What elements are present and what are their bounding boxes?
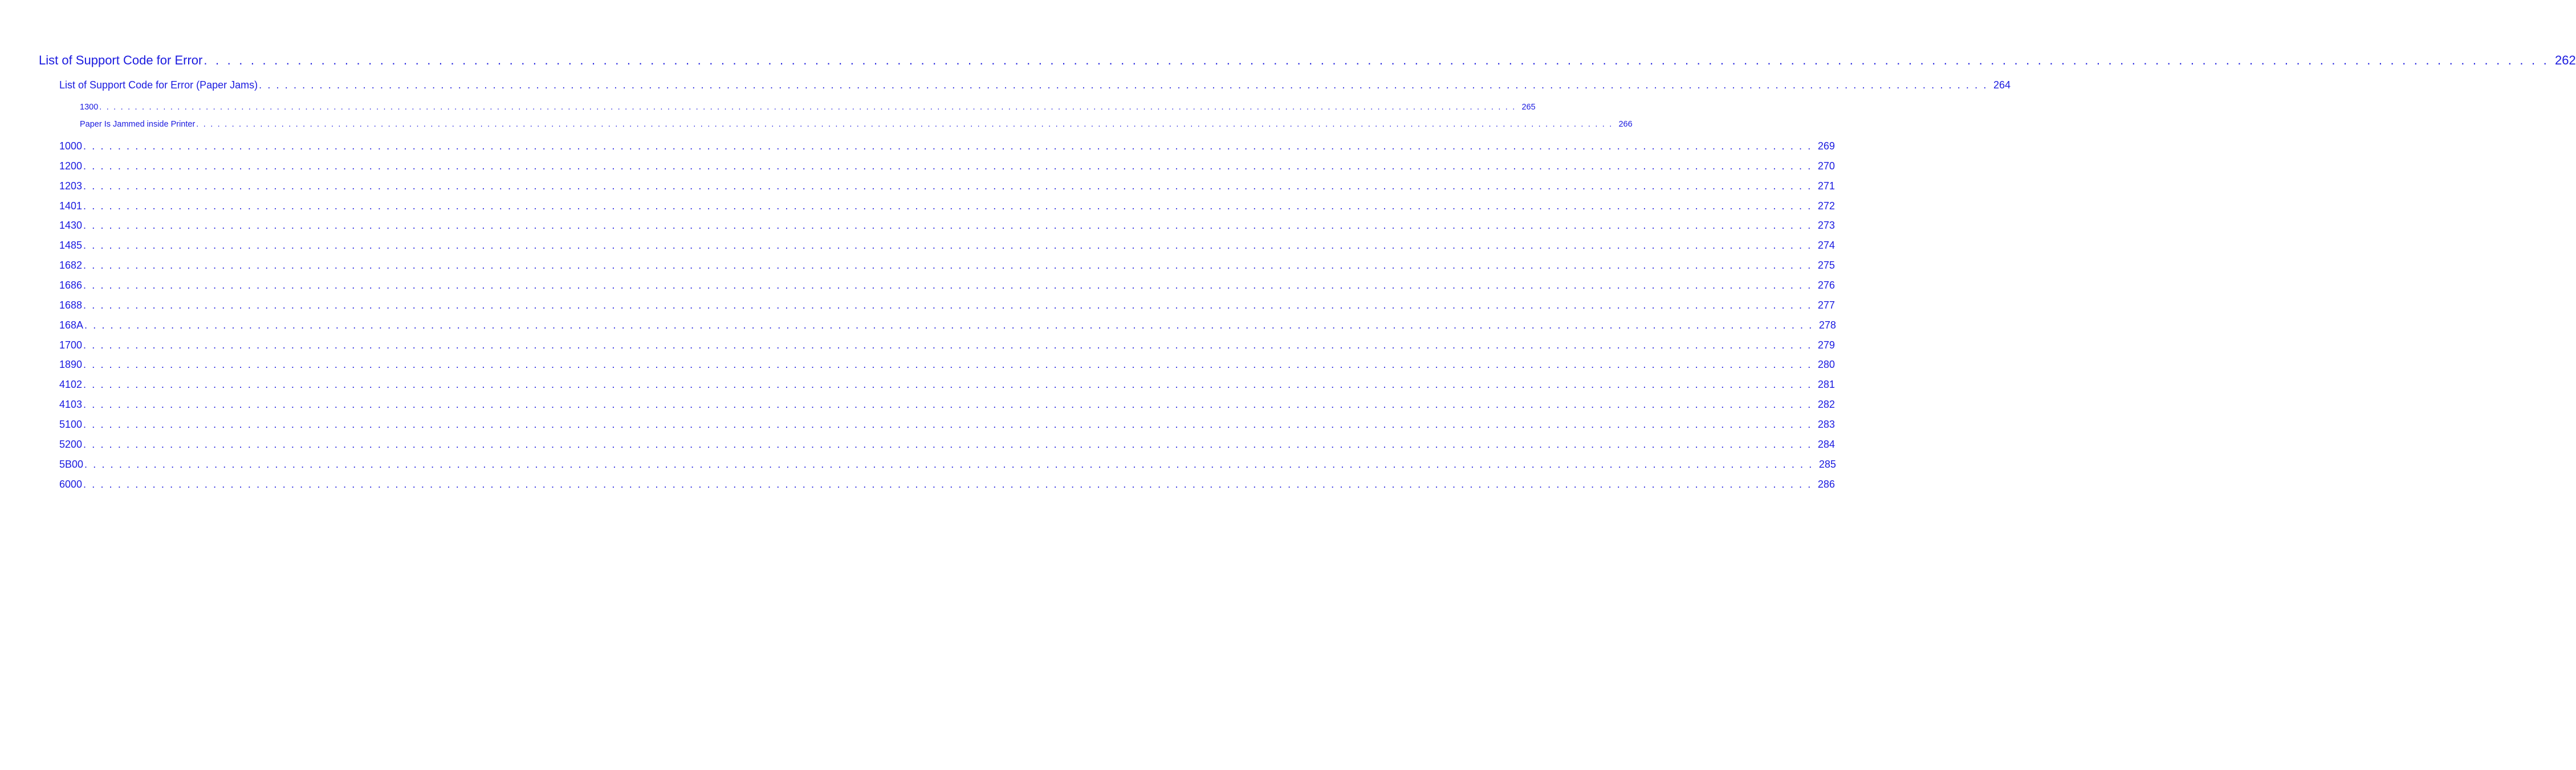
toc-entry-page: 276 [1817,279,1835,291]
toc-entry-page: 278 [1818,319,1836,331]
dot-leader: . . . . . . . . . . . . . . . . . . . . . . . . . . . . . . . . . . . . . . . . . . . . . . . . . . . . . . . . . . . . . . . . . . . . . . . . . . . . . . . . . . . . . . . . . . . . . . . . . . . . . . . . . . . . . . . . . . . . . . . . . . . . . . . . . . . . . . . . . . . . . . . . . . . . . . . . . . . . . . . . . . . . . . . . . . . . . . . . . . . . . . . . . . . . . . . . . . . . . . . . [83,180,1812,192]
toc-entry-page: 282 [1817,399,1835,410]
dot-leader: . . . . . . . . . . . . . . . . . . . . . . . . . . . . . . . . . . . . . . . . . . . . . . . . . . . . . . . . . . . . . . . . . . . . . . . . . . . . . . . . . . . . . . . . . . . . . . . . . . . . . . . . . . . . . . . . . . . . . . . . . . . . . . . . . . . . . . . . . . . . . . . . . . . . . . . . . . . . . . . . . . . . . . . . . . . . . . . . . . . . . . . . . . . . . . . . . . . . . . . . [83,359,1812,371]
toc-entry-subsub[interactable] [80,102,1536,113]
toc-entry-page: 265 [1521,103,1536,112]
toc-entry-sub[interactable] [59,78,2011,92]
dot-leader: . . . . . . . . . . . . . . . . . . . . . . . . . . . . . . . . . . . . . . . . . . . . . . . . . . . . . . . . . . . . . . . . . . . . . . . . . . . . . . . . . . . . . . . . . . . . . . . . . . . . . . . . . . . . . . . . . . . . . . . . . . . . . . . . . . . . . . . . . . . . . . . . . . . . . . . . . . . . . . . . . . . . . . . . . . . . . . . . . . . . . . . . . . . . . . . . . . . . . . . . [196,120,1613,129]
toc-entry-page: 274 [1817,240,1835,252]
dot-leader: . . . . . . . . . . . . . . . . . . . . . . . . . . . . . . . . . . . . . . . . . . . . . . . . . . . . . . . . . . . . . . . . . . . . . . . . . . . . . . . . . . . . . . . . . . . . . . . . . . . . . . . . . . . . . . . . . . . . . . . . . . . . . . . . . . . . . . . . . . . . . . . . . . . . . . . . . . . . . . . . . . . . . . . . . . . . . . . . . . . . . . . . . . . . . . . . . . . . . . . . [83,279,1812,291]
toc-entry-code[interactable] [59,278,1835,292]
toc-entry-page: 284 [1817,438,1835,450]
toc-entry-label: 5100 [59,418,83,430]
toc-entry-page: 262 [2554,53,2576,67]
toc-entry-subsub[interactable] [80,119,1633,130]
toc-entry-label: 1203 [59,180,83,192]
toc-entry-page: 269 [1817,140,1835,152]
toc-entry-page: 271 [1817,180,1835,192]
dot-leader: . . . . . . . . . . . . . . . . . . . . . . . . . . . . . . . . . . . . . . . . . . . . . . . . . . . . . . . . . . . . . . . . . . . . . . . . . . . . . . . . . . . . . . . . . . . . . . . . . . . . . . . . . . . . . . . . . . . . . . . . . . . . . . . . . . . . . . . . . . . . . . . . . . . . . . . . . . . . . . . . . . . . . . . . . . . . . . . . . . . . . . . . . . . . . . . . . . . . . . . . [83,418,1812,430]
dot-leader: . . . . . . . . . . . . . . . . . . . . . . . . . . . . . . . . . . . . . . . . . . . . . . . . . . . . . . . . . . . . . . . . . . . . . . . . . . . . . . . . . . . . . . . . . . . . . . . . . . . . . . . . . . . . . . . . . . . . . . . . . . . . . . . . . . . . . . . . . . . . . . . . . . . . . . . . . . . . . . . . . . . . . . . . . . . . . . . . . . . . . . . . . . . . . . . . . . . . . . . . [84,458,1813,470]
toc-entry-page: 273 [1817,220,1835,232]
toc-entry-code[interactable] [59,398,1835,411]
toc-entry-code[interactable] [59,258,1835,272]
toc-entry-label: 4103 [59,399,83,410]
toc-entry-page: 270 [1817,160,1835,172]
toc-entry-main[interactable] [39,52,2576,68]
dot-leader: . . . . . . . . . . . . . . . . . . . . . . . . . . . . . . . . . . . . . . . . . . . . . . . . . . . . . . . . . . . . . . . . . . . . . . . . . . . . . . . . . . . . . . . . . . . . . . . . . . . . . . . . . . . . . . . . . . . . . . . . . . . . . . . . . . . . . . . . . . . . . . . . . . . . . . . . . . . . . . . . . . . . . . . . . . . . . . . . . . . . . . . . . . . . . . . . . . . . . . . . [83,140,1812,152]
dot-leader: . . . . . . . . . . . . . . . . . . . . . . . . . . . . . . . . . . . . . . . . . . . . . . . . . . . . . . . . . . . . . . . . . . . . . . . . . . . . . . . . . . . . . . . . . . . . . . . . . . . . . . . . . . . . . . . . . . . . . . . . . . . . . . . . . . . . . . . . . . . . . . . . . . . . . . . . . . . . . . . . . . . . . . . . . . . . . . . . . . . . . . . . . . . . . . . . . . . . . . . . [259,79,1988,91]
toc-entry-label: 4102 [59,379,83,391]
toc-entry-code[interactable] [59,199,1835,213]
toc-entry-page: 266 [1618,120,1633,129]
toc-entry-label: 1890 [59,359,83,371]
toc-entry-label: 1688 [59,299,83,311]
toc-entry-page: 286 [1817,478,1835,490]
toc-entry-code[interactable] [59,418,1835,431]
toc-entry-label: 1485 [59,240,83,252]
dot-leader: . . . . . . . . . . . . . . . . . . . . . . . . . . . . . . . . . . . . . . . . . . . . . . . . . . . . . . . . . . . . . . . . . . . . . . . . . . . . . . . . . . . . . . . . . . . . . . . . . . . . . . . . . . . . . . . . . . . . . . . . . . . . . . . . . . . . . . . . . . . . . . . . . . . . . . . . . . . . . . . . . . . . . . . . . . . . . . . . . . . . . . . . . . . . . . . . . . . . . . . . [83,200,1812,212]
toc-entry-label: 1300 [80,103,99,112]
toc-entry-label: 6000 [59,478,83,490]
toc-entry-page: 279 [1817,339,1835,351]
toc-entry-label: 1686 [59,279,83,291]
toc-entry-label: 168A [59,319,84,331]
toc-entry-label: 1700 [59,339,83,351]
toc-entry-page: 264 [1993,79,2011,91]
toc-entry-page: 280 [1817,359,1835,371]
toc-entry-code[interactable] [59,477,1835,491]
toc-entry-code[interactable] [59,298,1835,312]
dot-leader: . . . . . . . . . . . . . . . . . . . . . . . . . . . . . . . . . . . . . . . . . . . . . . . . . . . . . . . . . . . . . . . . . . . . . . . . . . . . . . . . . . . . . . . . . . . . . . . . . . . . . . . . . . . . . . . . . . . . . . . . . . . . . . . . . . . . . . . . . . . . . . . . . . . . . . . . . . . . . . . . . . . . . . . . . . . . . . . . . . . . . . . . . . . . . . . . . . . . . . . . [204,53,2549,67]
toc-entry-code[interactable] [59,159,1835,173]
toc-entry-code[interactable] [59,358,1835,371]
toc-entry-label: 5200 [59,438,83,450]
toc-entry-code[interactable] [59,218,1835,232]
toc-entry-label: 5B00 [59,458,84,470]
toc-entry-label: Paper Is Jammed inside Printer [80,120,196,129]
toc-entry-code[interactable] [59,457,1836,471]
toc-entry-code[interactable] [59,437,1835,451]
toc-entry-label: 1000 [59,140,83,152]
dot-leader: . . . . . . . . . . . . . . . . . . . . . . . . . . . . . . . . . . . . . . . . . . . . . . . . . . . . . . . . . . . . . . . . . . . . . . . . . . . . . . . . . . . . . . . . . . . . . . . . . . . . . . . . . . . . . . . . . . . . . . . . . . . . . . . . . . . . . . . . . . . . . . . . . . . . . . . . . . . . . . . . . . . . . . . . . . . . . . . . . . . . . . . . . . . . . . . . . . . . . . . . [84,319,1813,331]
dot-leader: . . . . . . . . . . . . . . . . . . . . . . . . . . . . . . . . . . . . . . . . . . . . . . . . . . . . . . . . . . . . . . . . . . . . . . . . . . . . . . . . . . . . . . . . . . . . . . . . . . . . . . . . . . . . . . . . . . . . . . . . . . . . . . . . . . . . . . . . . . . . . . . . . . . . . . . . . . . . . . . . . . . . . . . . . . . . . . . . . . . . . . . . . . . . . . . . . . . . . . . . [83,478,1812,490]
toc-entry-page: 275 [1817,260,1835,271]
toc-entry-code[interactable] [59,318,1836,332]
dot-leader: . . . . . . . . . . . . . . . . . . . . . . . . . . . . . . . . . . . . . . . . . . . . . . . . . . . . . . . . . . . . . . . . . . . . . . . . . . . . . . . . . . . . . . . . . . . . . . . . . . . . . . . . . . . . . . . . . . . . . . . . . . . . . . . . . . . . . . . . . . . . . . . . . . . . . . . . . . . . . . . . . . . . . . . . . . . . . . . . . . . . . . . . . . . . . . . . . . . . . . . . [83,379,1812,391]
toc-entry-code[interactable] [59,179,1835,193]
toc-entry-page: 277 [1817,299,1835,311]
dot-leader: . . . . . . . . . . . . . . . . . . . . . . . . . . . . . . . . . . . . . . . . . . . . . . . . . . . . . . . . . . . . . . . . . . . . . . . . . . . . . . . . . . . . . . . . . . . . . . . . . . . . . . . . . . . . . . . . . . . . . . . . . . . . . . . . . . . . . . . . . . . . . . . . . . . . . . . . . . . . . . . . . . . . . . . . . . . . . . . . . . . . . . . . . . . . . . . . . . . . . . . . [83,160,1812,172]
toc-entry-page: 285 [1818,458,1836,470]
toc-entry-code[interactable] [59,139,1835,153]
toc-entry-label: 1200 [59,160,83,172]
toc-entry-label: 1401 [59,200,83,212]
toc-entry-code[interactable] [59,378,1835,391]
dot-leader: . . . . . . . . . . . . . . . . . . . . . . . . . . . . . . . . . . . . . . . . . . . . . . . . . . . . . . . . . . . . . . . . . . . . . . . . . . . . . . . . . . . . . . . . . . . . . . . . . . . . . . . . . . . . . . . . . . . . . . . . . . . . . . . . . . . . . . . . . . . . . . . . . . . . . . . . . . . . . . . . . . . . . . . . . . . . . . . . . . . . . . . . . . . . . . . . . . . . . . . . [83,240,1812,252]
toc-entry-label: List of Support Code for Error (Paper Jams) [59,79,258,91]
toc-entry-label: 1682 [59,260,83,271]
toc-entry-code[interactable] [59,238,1835,252]
toc-entry-label: 1430 [59,220,83,232]
dot-leader: . . . . . . . . . . . . . . . . . . . . . . . . . . . . . . . . . . . . . . . . . . . . . . . . . . . . . . . . . . . . . . . . . . . . . . . . . . . . . . . . . . . . . . . . . . . . . . . . . . . . . . . . . . . . . . . . . . . . . . . . . . . . . . . . . . . . . . . . . . . . . . . . . . . . . . . . . . . . . . . . . . . . . . . . . . . . . . . . . . . . . . . . . . . . . . . . . . . . . . . . [83,339,1812,351]
dot-leader: . . . . . . . . . . . . . . . . . . . . . . . . . . . . . . . . . . . . . . . . . . . . . . . . . . . . . . . . . . . . . . . . . . . . . . . . . . . . . . . . . . . . . . . . . . . . . . . . . . . . . . . . . . . . . . . . . . . . . . . . . . . . . . . . . . . . . . . . . . . . . . . . . . . . . . . . . . . . . . . . . . . . . . . . . . . . . . . . . . . . . . . . . . . . . . . . . . . . . . . . [83,299,1812,311]
dot-leader: . . . . . . . . . . . . . . . . . . . . . . . . . . . . . . . . . . . . . . . . . . . . . . . . . . . . . . . . . . . . . . . . . . . . . . . . . . . . . . . . . . . . . . . . . . . . . . . . . . . . . . . . . . . . . . . . . . . . . . . . . . . . . . . . . . . . . . . . . . . . . . . . . . . . . . . . . . . . . . . . . . . . . . . . . . . . . . . . . . . . . . . . . . . . . . . . . . . . . . . . [83,438,1812,450]
dot-leader: . . . . . . . . . . . . . . . . . . . . . . . . . . . . . . . . . . . . . . . . . . . . . . . . . . . . . . . . . . . . . . . . . . . . . . . . . . . . . . . . . . . . . . . . . . . . . . . . . . . . . . . . . . . . . . . . . . . . . . . . . . . . . . . . . . . . . . . . . . . . . . . . . . . . . . . . . . . . . . . . . . . . . . . . . . . . . . . . . . . . . . . . . . . . . . . . . . . . . . . . [99,103,1516,112]
toc-entry-label: List of Support Code for Error [39,53,203,67]
toc-entry-page: 272 [1817,200,1835,212]
dot-leader: . . . . . . . . . . . . . . . . . . . . . . . . . . . . . . . . . . . . . . . . . . . . . . . . . . . . . . . . . . . . . . . . . . . . . . . . . . . . . . . . . . . . . . . . . . . . . . . . . . . . . . . . . . . . . . . . . . . . . . . . . . . . . . . . . . . . . . . . . . . . . . . . . . . . . . . . . . . . . . . . . . . . . . . . . . . . . . . . . . . . . . . . . . . . . . . . . . . . . . . . [83,399,1812,410]
toc-entry-page: 281 [1817,379,1835,391]
dot-leader: . . . . . . . . . . . . . . . . . . . . . . . . . . . . . . . . . . . . . . . . . . . . . . . . . . . . . . . . . . . . . . . . . . . . . . . . . . . . . . . . . . . . . . . . . . . . . . . . . . . . . . . . . . . . . . . . . . . . . . . . . . . . . . . . . . . . . . . . . . . . . . . . . . . . . . . . . . . . . . . . . . . . . . . . . . . . . . . . . . . . . . . . . . . . . . . . . . . . . . . . [83,220,1812,232]
dot-leader: . . . . . . . . . . . . . . . . . . . . . . . . . . . . . . . . . . . . . . . . . . . . . . . . . . . . . . . . . . . . . . . . . . . . . . . . . . . . . . . . . . . . . . . . . . . . . . . . . . . . . . . . . . . . . . . . . . . . . . . . . . . . . . . . . . . . . . . . . . . . . . . . . . . . . . . . . . . . . . . . . . . . . . . . . . . . . . . . . . . . . . . . . . . . . . . . . . . . . . . . [83,260,1812,271]
toc-entry-code[interactable] [59,338,1835,352]
toc-entry-page: 283 [1817,418,1835,430]
